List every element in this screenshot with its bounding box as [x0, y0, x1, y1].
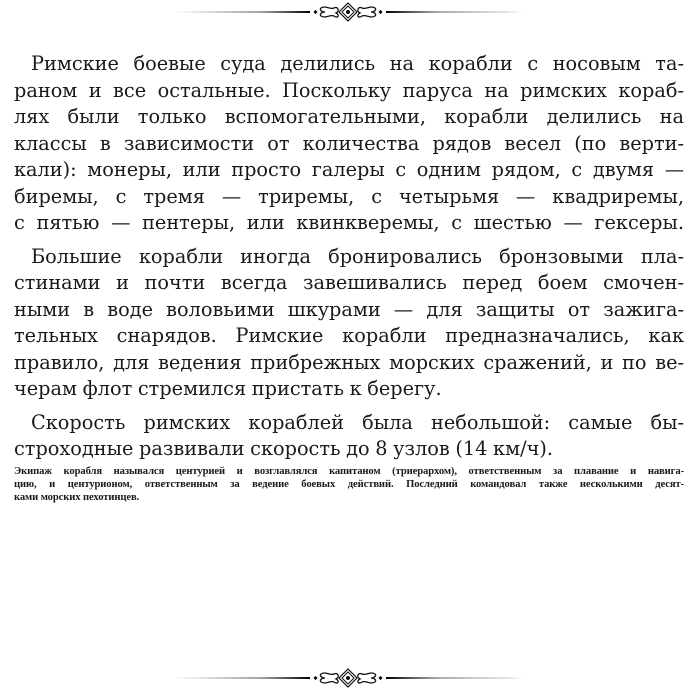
text-line: строходные развивали скорость до 8 узлов (14 км/ч).	[14, 437, 553, 460]
note-line: цию, и центурионом, ответственным за ведение боевых действий. Последний командовал также несколькими десят-	[14, 478, 684, 490]
text-line: с пятью — пентеры, или квинкверемы, с шестью — гексеры.	[14, 211, 684, 234]
sidebar-note	[14, 465, 684, 504]
text-line: лях были только вспомогательными, корабли делились на	[14, 105, 684, 128]
ornament-icon	[170, 2, 526, 22]
text-line: ными в воде воловьими шкурами — для защиты от зажига-	[14, 297, 684, 321]
text-line: тельных снарядов. Римские корабли предназначались, как	[14, 324, 684, 347]
note-line: ками морских пехотинцев.	[14, 491, 140, 503]
paragraph-3	[14, 410, 684, 463]
note-line: Экипаж корабля назывался центурией и возглавлялся капитаном (триерархом), ответственным за плавание и навига-	[14, 465, 684, 477]
text-line: стинами и почти всегда завешивались перед боем смочен-	[14, 271, 684, 294]
top-ornament-divider	[170, 2, 526, 22]
text-line: Скорость римских кораблей была небольшой: самые бы-	[31, 410, 684, 434]
text-line: биремы, с тремя — триремы, с четырьмя — квадриремы,	[14, 184, 684, 208]
paragraph-1	[14, 51, 684, 237]
text-line: кали): монеры, или просто галеры с одним рядом, с двумя —	[14, 158, 684, 181]
bottom-ornament-divider	[170, 668, 526, 688]
text-line: Большие корабли иногда бронировались бронзовыми пла-	[31, 244, 684, 268]
paragraph-2	[14, 244, 684, 403]
text-line: правило, для ведения прибрежных морских сражений, и по ве-	[14, 350, 684, 374]
text-line: классы в зависимости от количества рядов весел (по верти-	[14, 131, 684, 155]
text-line: раном и все остальные. Поскольку паруса на римских кораб-	[14, 78, 684, 102]
ornament-icon	[170, 668, 526, 688]
page-text	[14, 51, 684, 504]
text-line: Римские боевые суда делились на корабли с носовым та-	[31, 52, 684, 75]
text-line: черам флот стремился пристать к берегу.	[14, 377, 442, 400]
